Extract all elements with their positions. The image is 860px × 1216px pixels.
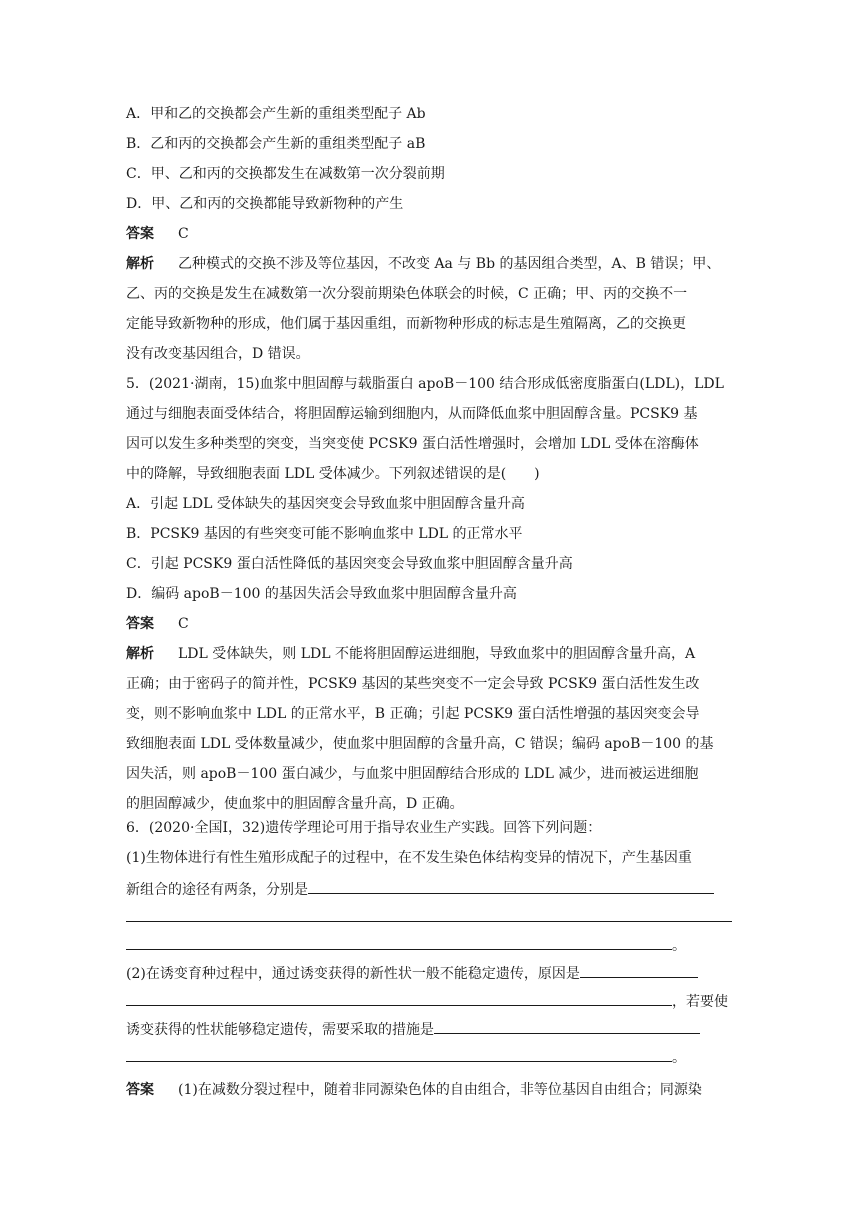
q5-analysis-line-1: 解析 LDL 受体缺失，则 LDL 不能将胆固醇运进细胞，导致血浆中的胆固醇含量升高，A — [126, 646, 696, 662]
q5-option-c: C．引起 PCSK9 蛋白活性降低的基因突变会导致血浆中胆固醇含量升高 — [126, 556, 573, 572]
q4-answer-label: 答案 — [126, 226, 154, 242]
q6-part1-blank-1[interactable] — [308, 878, 714, 894]
q6-part2-blank-4[interactable] — [126, 1046, 672, 1062]
q6-part2-blank-2[interactable] — [126, 990, 672, 1006]
q6-part2-line-4: 。 — [126, 1046, 686, 1068]
q5-stem-line-4: 中的降解，导致细胞表面 LDL 受体减少。下列叙述错误的是( ) — [126, 466, 540, 482]
q5-answer — [126, 614, 189, 634]
q4-answer — [126, 224, 189, 244]
q5-analysis-line-4: 致细胞表面 LDL 受体数量减少，使血浆中胆固醇的含量升高，C 错误；编码 apoB－100 的基 — [126, 736, 714, 752]
q6-part1-line-3 — [126, 906, 732, 928]
q6-part2-line-1: (2)在诱变育种过程中，通过诱变获得的新性状一般不能稳定遗传，原因是 — [126, 962, 698, 984]
q4-analysis-line-2: 乙、丙的交换是发生在减数第一次分裂前期染色体联会的时候，C 正确；甲、丙的交换不一 — [126, 286, 688, 302]
q5-option-d: D．编码 apoB－100 的基因失活会导致血浆中胆固醇含量升高 — [126, 586, 517, 602]
q5-option-b: B．PCSK9 基因的有些突变可能不影响血浆中 LDL 的正常水平 — [126, 526, 523, 542]
q5-stem-line-2: 通过与细胞表面受体结合，将胆固醇运输到细胞内，从而降低血浆中胆固醇含量。PCSK9 基 — [126, 406, 698, 422]
q6-stem: 6．(2020·全国Ⅰ，32)遗传学理论可用于指导农业生产实践。回答下列问题： — [126, 820, 602, 836]
q6-part2-blank-1[interactable] — [580, 962, 698, 978]
q4-option-d: D．甲、乙和丙的交换都能导致新物种的产生 — [126, 196, 404, 212]
q5-answer-label: 答案 — [126, 616, 154, 632]
q6-answer-label: 答案 — [126, 1082, 154, 1098]
q4-analysis-line-1: 解析 乙种模式的交换不涉及等位基因，不改变 Aa 与 Bb 的基因组合类型，A、B 错误；甲、 — [126, 256, 721, 272]
q6-part1-line-4: 。 — [126, 934, 686, 956]
q5-analysis-line-3: 变，则不影响血浆中 LDL 的正常水平，B 正确；引起 PCSK9 蛋白活性增强的基因突变会导 — [126, 706, 700, 722]
q6-part2-blank-3[interactable] — [434, 1018, 700, 1034]
q6-part2-line-2: ，若要使 — [126, 990, 728, 1012]
q4-analysis-label: 解析 — [126, 256, 154, 272]
q4-option-b: B．乙和丙的交换都会产生新的重组类型配子 aB — [126, 136, 426, 152]
q5-option-a: A．引起 LDL 受体缺失的基因突变会导致血浆中胆固醇含量升高 — [126, 496, 525, 512]
q5-analysis-line-2: 正确；由于密码子的简并性，PCSK9 基因的某些突变不一定会导致 PCSK9 蛋白活性发生改 — [126, 676, 700, 692]
q5-answer-value: C — [178, 616, 189, 632]
q4-option-c: C．甲、乙和丙的交换都发生在减数第一次分裂前期 — [126, 166, 445, 182]
q5-analysis-line-6: 的胆固醇减少，使血浆中的胆固醇含量升高，D 正确。 — [126, 796, 464, 812]
q5-stem-line-3: 因可以发生多种类型的突变，当突变使 PCSK9 蛋白活性增强时，会增加 LDL 受体在溶酶体 — [126, 436, 699, 452]
q6-part1-line-1: (1)生物体进行有性生殖形成配子的过程中，在不发生染色体结构变异的情况下，产生基因重 — [126, 850, 692, 866]
q4-analysis-line-4: 没有改变基因组合，D 错误。 — [126, 346, 310, 362]
q4-analysis-line-3: 定能导致新物种的形成，他们属于基因重组，而新物种形成的标志是生殖隔离，乙的交换更 — [126, 316, 686, 332]
q6-part1-line-2: 新组合的途径有两条，分别是 — [126, 878, 714, 900]
q4-answer-value: C — [178, 226, 189, 242]
q5-analysis-line-5: 因失活，则 apoB－100 蛋白减少，与血浆中胆固醇结合形成的 LDL 减少，进而被运进细胞 — [126, 766, 699, 782]
q5-analysis-label: 解析 — [126, 646, 154, 662]
q6-answer — [126, 1080, 702, 1100]
q4-option-a: A．甲和乙的交换都会产生新的重组类型配子 Ab — [126, 106, 426, 122]
q6-part1-blank-2[interactable] — [126, 906, 732, 922]
q6-part1-blank-3[interactable] — [126, 934, 672, 950]
q6-part2-line-3: 诱变获得的性状能够稳定遗传，需要采取的措施是 — [126, 1018, 700, 1040]
q5-stem-line-1: 5．(2021·湖南，15)血浆中胆固醇与载脂蛋白 apoB－100 结合形成低密度脂蛋白(LDL)，LDL — [126, 376, 724, 392]
q6-answer-text: (1)在减数分裂过程中，随着非同源染色体的自由组合，非等位基因自由组合；同源染 — [178, 1082, 702, 1098]
